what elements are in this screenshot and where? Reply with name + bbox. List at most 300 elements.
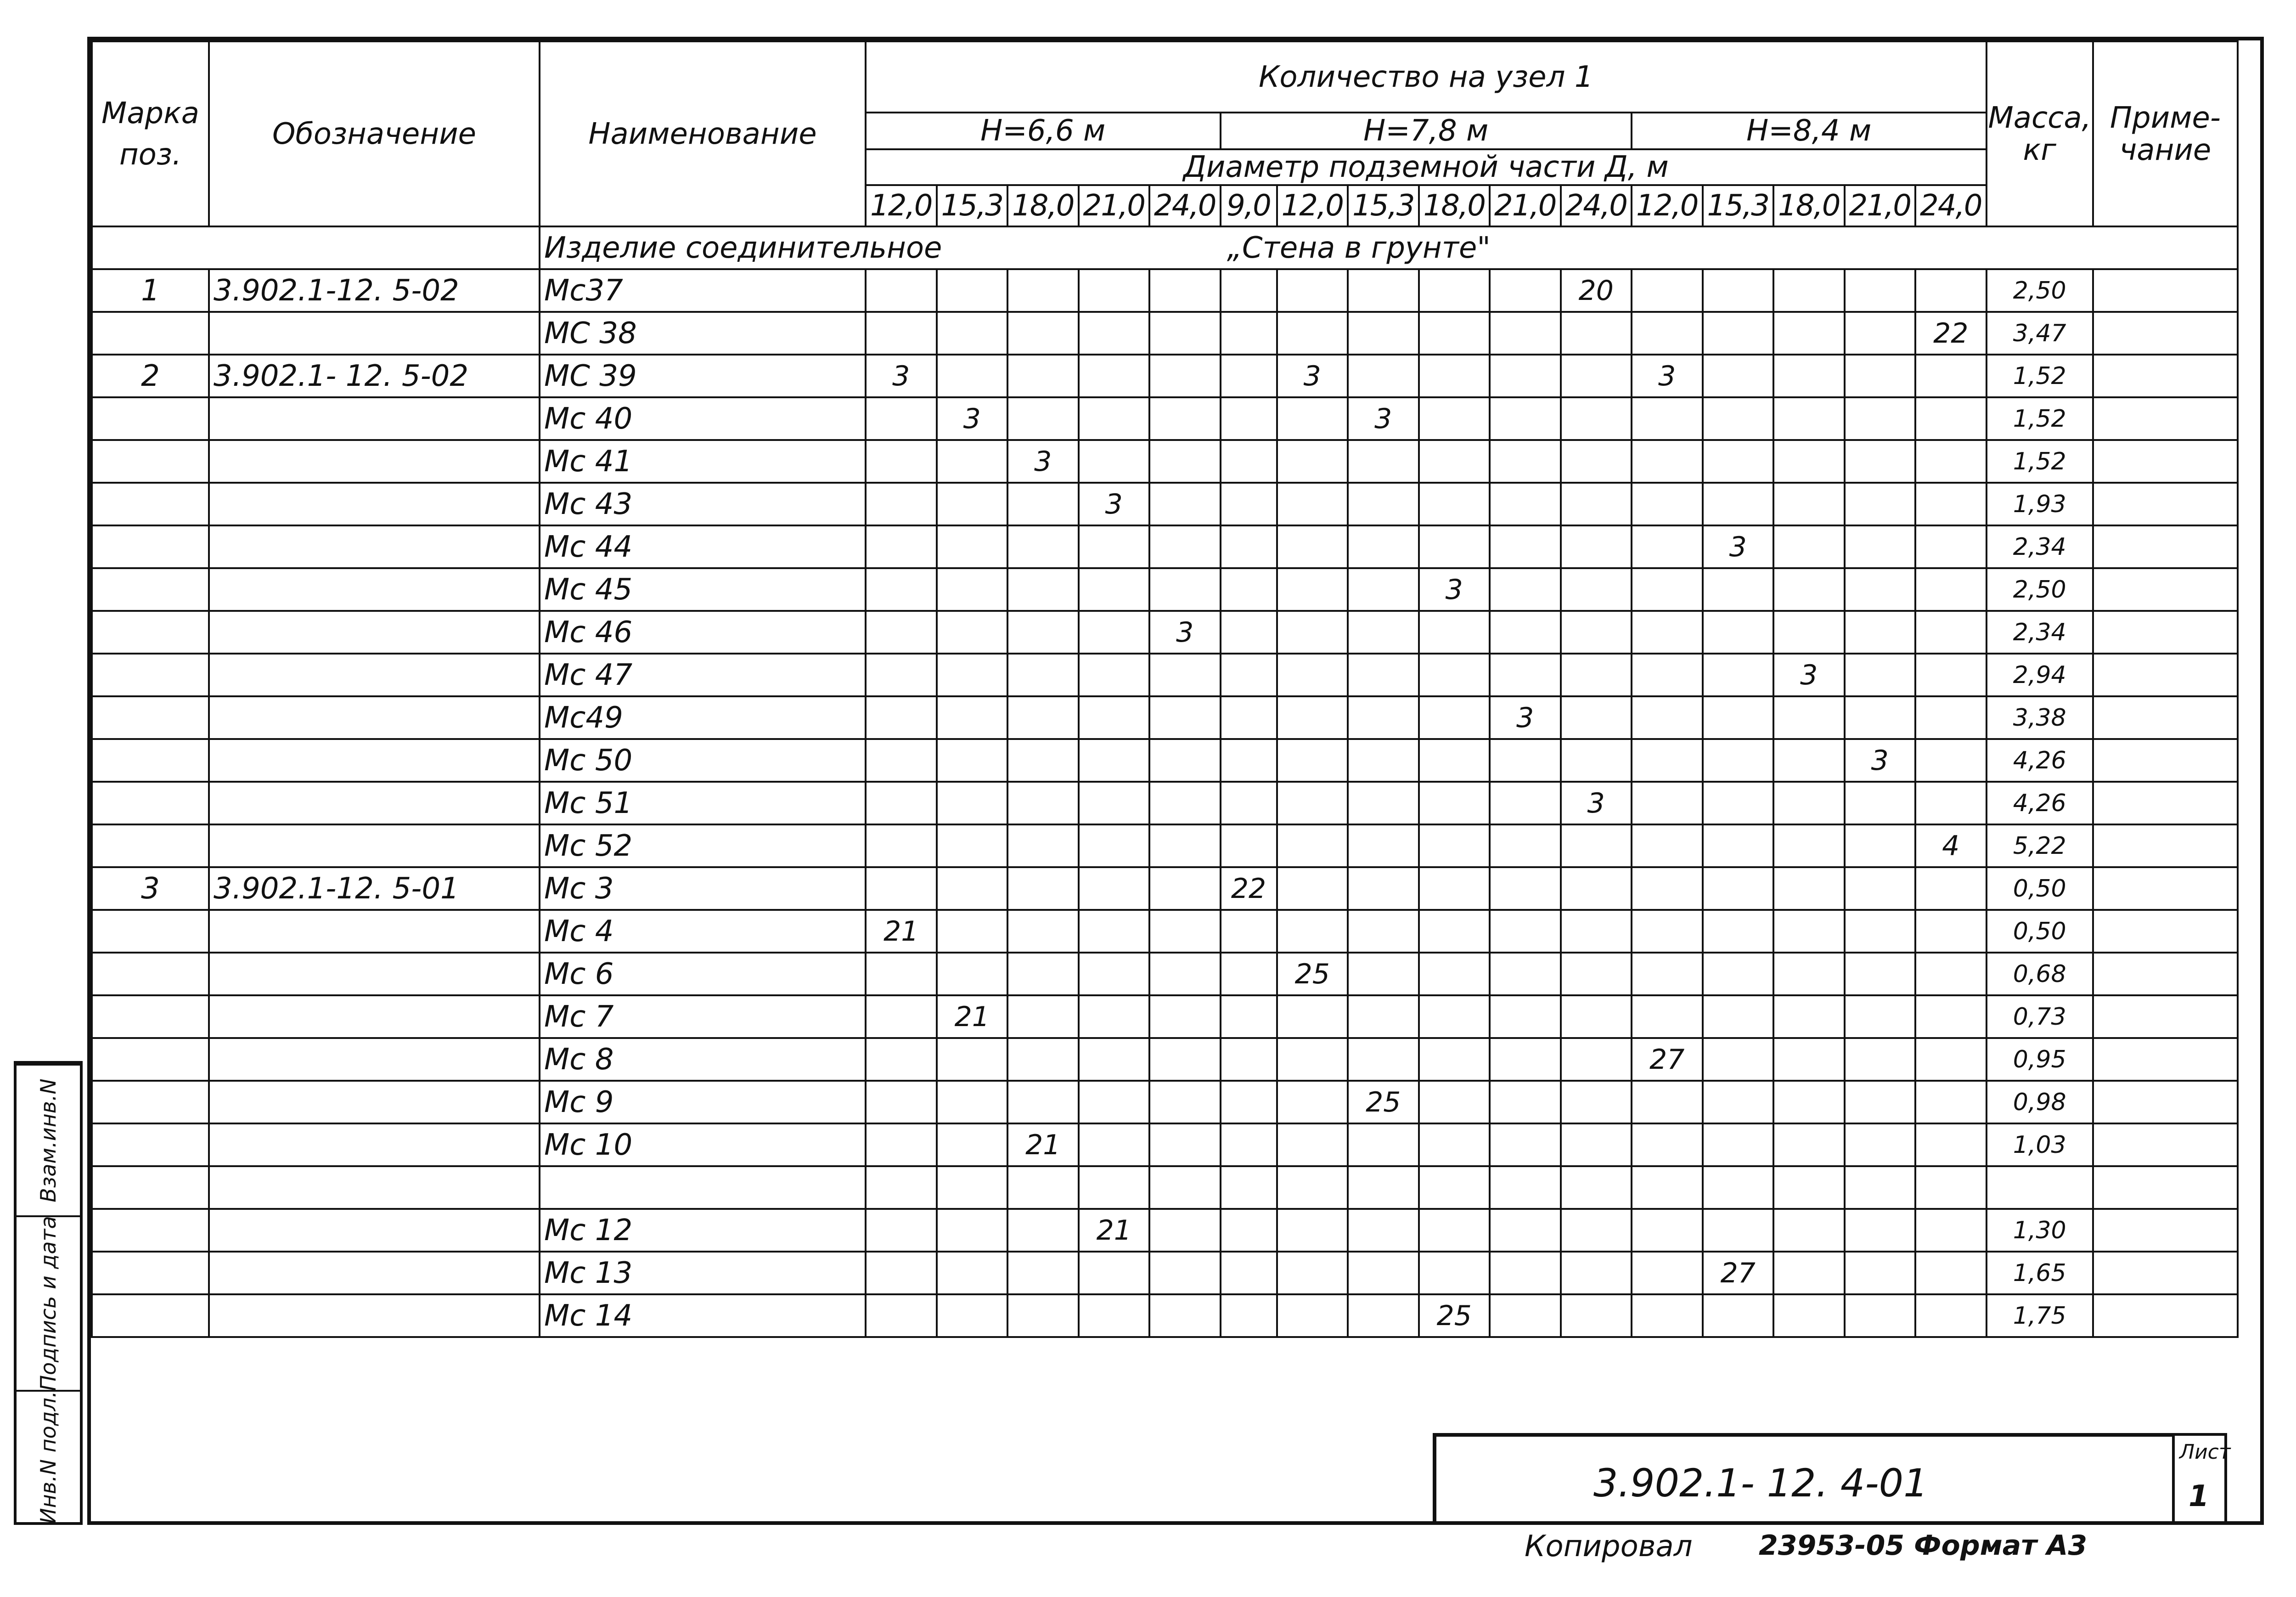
row-note xyxy=(2093,525,2238,568)
row-qty xyxy=(1845,1081,1916,1123)
row-mark xyxy=(92,312,209,355)
row-qty xyxy=(1773,525,1845,568)
row-qty xyxy=(1561,525,1632,568)
row-qty xyxy=(1915,355,1986,397)
row-designation xyxy=(209,1209,540,1252)
table-row xyxy=(92,525,2238,568)
strip-label-signature: Подпись и дата xyxy=(36,1216,61,1391)
row-qty xyxy=(1915,1209,1986,1252)
row-qty xyxy=(1703,1166,1774,1209)
row-qty xyxy=(866,312,937,355)
row-qty xyxy=(1561,1252,1632,1294)
row-qty xyxy=(1149,995,1221,1038)
row-qty xyxy=(1490,611,1561,654)
row-qty xyxy=(937,1252,1008,1294)
row-qty: 3 xyxy=(1007,440,1079,483)
row-mark xyxy=(92,525,209,568)
row-mark: 3 xyxy=(92,867,209,910)
row-qty xyxy=(937,483,1008,525)
row-qty xyxy=(1561,1209,1632,1252)
row-qty xyxy=(866,867,937,910)
row-qty xyxy=(1845,1252,1916,1294)
row-qty xyxy=(1845,483,1916,525)
row-qty xyxy=(1348,739,1419,782)
row-qty xyxy=(1348,355,1419,397)
row-qty xyxy=(1845,397,1916,440)
document-code: 3.902.1- 12. 4-01 xyxy=(1593,1461,1928,1506)
row-qty xyxy=(1561,568,1632,611)
row-qty xyxy=(1007,739,1079,782)
row-qty xyxy=(866,568,937,611)
row-qty xyxy=(1561,654,1632,696)
row-qty xyxy=(866,1294,937,1337)
table-row xyxy=(92,1252,2238,1294)
row-designation xyxy=(209,525,540,568)
row-qty xyxy=(937,739,1008,782)
row-qty xyxy=(1915,1081,1986,1123)
row-qty xyxy=(1632,525,1703,568)
row-qty xyxy=(1007,355,1079,397)
row-note xyxy=(2093,269,2238,312)
row-qty xyxy=(1490,953,1561,995)
row-qty xyxy=(1490,1123,1561,1166)
row-qty xyxy=(1490,568,1561,611)
row-qty xyxy=(1773,568,1845,611)
row-name: Мс 50 xyxy=(540,739,866,782)
row-qty xyxy=(1149,440,1221,483)
row-qty xyxy=(1703,397,1774,440)
table-row xyxy=(92,355,2238,397)
row-qty xyxy=(1221,910,1277,953)
row-qty xyxy=(1348,824,1419,867)
row-qty xyxy=(1079,867,1150,910)
row-qty: 3 xyxy=(1773,654,1845,696)
row-qty xyxy=(1277,824,1348,867)
row-qty xyxy=(1007,1294,1079,1337)
row-qty xyxy=(1079,611,1150,654)
row-qty xyxy=(1149,782,1221,824)
row-qty xyxy=(1490,867,1561,910)
row-qty xyxy=(1079,440,1150,483)
row-qty xyxy=(1915,525,1986,568)
row-qty xyxy=(1079,824,1150,867)
row-qty xyxy=(1632,867,1703,910)
row-qty xyxy=(1079,1252,1150,1294)
row-designation xyxy=(209,1081,540,1123)
row-qty xyxy=(1915,654,1986,696)
row-mass: 1,65 xyxy=(1986,1252,2093,1294)
row-qty xyxy=(1348,1209,1419,1252)
row-qty: 3 xyxy=(866,355,937,397)
row-qty xyxy=(1490,995,1561,1038)
row-note xyxy=(2093,867,2238,910)
row-qty xyxy=(1149,654,1221,696)
section-left: Изделие соединительное xyxy=(544,231,942,265)
row-qty: 27 xyxy=(1632,1038,1703,1081)
row-qty xyxy=(1490,1252,1561,1294)
strip-label-replace: Взам.инв.N xyxy=(36,1078,61,1202)
row-qty: 21 xyxy=(937,995,1008,1038)
row-qty xyxy=(1773,824,1845,867)
row-qty xyxy=(1561,824,1632,867)
table-row xyxy=(92,312,2238,355)
row-qty xyxy=(1149,953,1221,995)
section-right: „Стена в грунте" xyxy=(1227,231,1491,265)
row-note xyxy=(2093,568,2238,611)
row-name: Мс 14 xyxy=(540,1294,866,1337)
approval-strip xyxy=(14,1061,83,1525)
row-name: Мс37 xyxy=(540,269,866,312)
row-mark: 1 xyxy=(92,269,209,312)
row-designation xyxy=(209,1294,540,1337)
row-qty xyxy=(1773,312,1845,355)
row-name: Мс 51 xyxy=(540,782,866,824)
row-qty: 3 xyxy=(1079,483,1150,525)
row-qty xyxy=(937,1166,1008,1209)
row-qty xyxy=(1221,440,1277,483)
row-qty xyxy=(1419,824,1490,867)
row-qty xyxy=(1007,910,1079,953)
row-mass: 1,52 xyxy=(1986,397,2093,440)
row-qty xyxy=(937,910,1008,953)
row-note xyxy=(2093,440,2238,483)
row-qty xyxy=(1348,611,1419,654)
row-qty xyxy=(1915,483,1986,525)
row-qty xyxy=(1915,568,1986,611)
row-mark xyxy=(92,953,209,995)
row-qty xyxy=(1419,1209,1490,1252)
row-qty xyxy=(1221,654,1277,696)
row-mass: 3,47 xyxy=(1986,312,2093,355)
row-qty xyxy=(1277,867,1348,910)
row-qty xyxy=(1773,910,1845,953)
table-row xyxy=(92,696,2238,739)
row-qty xyxy=(937,654,1008,696)
row-qty xyxy=(1079,1166,1150,1209)
strip-label-original: Инв.N подл. xyxy=(36,1391,61,1524)
row-qty xyxy=(1490,397,1561,440)
row-qty xyxy=(1915,269,1986,312)
row-qty xyxy=(1419,483,1490,525)
row-qty xyxy=(1277,696,1348,739)
table-row xyxy=(92,483,2238,525)
row-qty xyxy=(1419,739,1490,782)
row-qty xyxy=(1773,1166,1845,1209)
row-qty xyxy=(1703,953,1774,995)
row-designation xyxy=(209,611,540,654)
row-qty xyxy=(1277,1166,1348,1209)
row-qty xyxy=(1773,739,1845,782)
row-qty xyxy=(1703,654,1774,696)
table-row xyxy=(92,953,2238,995)
row-qty xyxy=(1079,568,1150,611)
row-qty xyxy=(1149,355,1221,397)
row-qty xyxy=(937,611,1008,654)
header-diameter: 15,3 xyxy=(1703,185,1774,226)
row-qty xyxy=(1561,739,1632,782)
row-mark xyxy=(92,1081,209,1123)
row-qty: 3 xyxy=(1490,696,1561,739)
row-qty xyxy=(1277,611,1348,654)
row-mass: 4,26 xyxy=(1986,739,2093,782)
row-qty xyxy=(866,397,937,440)
row-qty: 3 xyxy=(1348,397,1419,440)
row-mass: 1,75 xyxy=(1986,1294,2093,1337)
row-qty xyxy=(1561,440,1632,483)
row-qty xyxy=(937,1294,1008,1337)
row-qty xyxy=(1419,312,1490,355)
row-name: Мс 44 xyxy=(540,525,866,568)
row-qty xyxy=(1007,696,1079,739)
row-qty xyxy=(1490,269,1561,312)
row-qty xyxy=(1419,611,1490,654)
row-mass: 2,50 xyxy=(1986,568,2093,611)
row-qty xyxy=(937,568,1008,611)
row-qty xyxy=(1348,953,1419,995)
row-designation xyxy=(209,995,540,1038)
row-designation: 3.902.1-12. 5-01 xyxy=(209,867,540,910)
table-row xyxy=(92,654,2238,696)
row-qty xyxy=(1419,654,1490,696)
row-qty xyxy=(1348,782,1419,824)
row-mark xyxy=(92,483,209,525)
header-diameter: 21,0 xyxy=(1079,185,1150,226)
row-qty xyxy=(937,1209,1008,1252)
row-qty xyxy=(1773,269,1845,312)
row-qty xyxy=(866,611,937,654)
row-qty xyxy=(1490,525,1561,568)
row-qty xyxy=(1079,1081,1150,1123)
row-qty xyxy=(1703,782,1774,824)
row-qty xyxy=(1632,397,1703,440)
row-qty xyxy=(1277,910,1348,953)
row-qty xyxy=(1079,1123,1150,1166)
row-qty xyxy=(1079,654,1150,696)
row-qty xyxy=(1632,1252,1703,1294)
row-designation xyxy=(209,910,540,953)
row-qty xyxy=(1845,1038,1916,1081)
header-diameter: 12,0 xyxy=(866,185,937,226)
row-qty xyxy=(1007,269,1079,312)
row-designation xyxy=(209,696,540,739)
row-qty xyxy=(1007,824,1079,867)
row-qty xyxy=(1632,483,1703,525)
row-qty xyxy=(1915,1252,1986,1294)
row-qty xyxy=(1007,1166,1079,1209)
row-qty xyxy=(1007,867,1079,910)
row-qty xyxy=(1149,1209,1221,1252)
row-qty xyxy=(1561,1294,1632,1337)
row-qty xyxy=(1419,995,1490,1038)
row-qty xyxy=(1221,782,1277,824)
specification-table xyxy=(91,40,2239,1338)
row-note xyxy=(2093,1038,2238,1081)
row-qty xyxy=(937,782,1008,824)
row-qty xyxy=(1419,953,1490,995)
row-qty xyxy=(1348,995,1419,1038)
row-qty xyxy=(1845,1166,1916,1209)
row-qty: 3 xyxy=(1703,525,1774,568)
row-qty xyxy=(1632,1166,1703,1209)
header-diameter: 9,0 xyxy=(1221,185,1277,226)
row-qty xyxy=(1221,1209,1277,1252)
row-designation: 3.902.1- 12. 5-02 xyxy=(209,355,540,397)
row-qty xyxy=(1149,696,1221,739)
row-qty xyxy=(866,1209,937,1252)
row-qty xyxy=(1149,1038,1221,1081)
row-qty xyxy=(1149,1166,1221,1209)
row-mass: 5,22 xyxy=(1986,824,2093,867)
table-row xyxy=(92,568,2238,611)
copied-by: Копировал xyxy=(1525,1529,1693,1563)
row-note xyxy=(2093,654,2238,696)
row-qty xyxy=(937,1038,1008,1081)
section-row xyxy=(540,226,2238,269)
row-qty xyxy=(1419,910,1490,953)
row-qty xyxy=(1277,1294,1348,1337)
row-note xyxy=(2093,995,2238,1038)
header-mark: Марка поз. xyxy=(92,41,209,226)
row-qty xyxy=(1149,568,1221,611)
table-row xyxy=(92,1209,2238,1252)
row-qty xyxy=(1561,611,1632,654)
row-qty xyxy=(1277,1038,1348,1081)
row-qty xyxy=(1632,312,1703,355)
row-qty xyxy=(1149,824,1221,867)
row-qty xyxy=(1632,1081,1703,1123)
table-row xyxy=(92,910,2238,953)
row-mark xyxy=(92,1038,209,1081)
row-qty xyxy=(1277,440,1348,483)
row-qty xyxy=(1632,1123,1703,1166)
row-qty xyxy=(1703,1081,1774,1123)
row-qty xyxy=(1348,867,1419,910)
row-name: Мс 10 xyxy=(540,1123,866,1166)
row-name: Мс 3 xyxy=(540,867,866,910)
row-qty xyxy=(1348,269,1419,312)
row-mark xyxy=(92,397,209,440)
row-qty xyxy=(1149,1252,1221,1294)
row-qty xyxy=(1561,953,1632,995)
row-designation xyxy=(209,1123,540,1166)
row-name: Мс 4 xyxy=(540,910,866,953)
row-qty xyxy=(1773,1209,1845,1252)
table-row xyxy=(92,782,2238,824)
row-note xyxy=(2093,1081,2238,1123)
row-qty xyxy=(1561,867,1632,910)
row-qty xyxy=(1221,1166,1277,1209)
row-qty xyxy=(1703,696,1774,739)
row-mass: 2,34 xyxy=(1986,525,2093,568)
row-qty xyxy=(1277,995,1348,1038)
row-qty xyxy=(1915,910,1986,953)
row-designation xyxy=(209,1252,540,1294)
row-mass: 1,52 xyxy=(1986,440,2093,483)
row-qty xyxy=(1348,1166,1419,1209)
row-qty xyxy=(1221,397,1277,440)
row-qty xyxy=(1079,910,1150,953)
row-qty xyxy=(1149,1081,1221,1123)
row-qty xyxy=(1915,995,1986,1038)
row-qty xyxy=(1277,739,1348,782)
row-qty xyxy=(1632,696,1703,739)
row-qty xyxy=(1007,1252,1079,1294)
row-qty xyxy=(1419,355,1490,397)
row-qty xyxy=(1079,782,1150,824)
header-diameter: 24,0 xyxy=(1561,185,1632,226)
row-designation: 3.902.1-12. 5-02 xyxy=(209,269,540,312)
row-note xyxy=(2093,910,2238,953)
row-qty xyxy=(1703,995,1774,1038)
row-qty xyxy=(1007,611,1079,654)
row-qty xyxy=(1419,1081,1490,1123)
sheet-label: Лист xyxy=(2179,1440,2231,1464)
row-qty xyxy=(1221,1294,1277,1337)
row-note xyxy=(2093,1209,2238,1252)
row-qty: 4 xyxy=(1915,824,1986,867)
row-qty xyxy=(1490,782,1561,824)
row-qty xyxy=(1915,782,1986,824)
row-qty: 3 xyxy=(1845,739,1916,782)
row-qty xyxy=(866,696,937,739)
row-qty xyxy=(1632,739,1703,782)
row-name: Мс 13 xyxy=(540,1252,866,1294)
table-row xyxy=(92,1294,2238,1337)
row-qty xyxy=(1915,440,1986,483)
row-mass: 2,50 xyxy=(1986,269,2093,312)
row-qty xyxy=(1490,312,1561,355)
row-qty xyxy=(1079,312,1150,355)
row-qty xyxy=(1007,782,1079,824)
row-qty xyxy=(1845,525,1916,568)
row-qty xyxy=(1277,397,1348,440)
row-qty: 3 xyxy=(1561,782,1632,824)
row-qty xyxy=(1845,1209,1916,1252)
row-qty xyxy=(1221,824,1277,867)
row-qty xyxy=(1490,739,1561,782)
row-note xyxy=(2093,483,2238,525)
row-qty xyxy=(1079,739,1150,782)
row-qty xyxy=(937,312,1008,355)
row-qty xyxy=(1561,1038,1632,1081)
row-qty xyxy=(1007,568,1079,611)
row-qty xyxy=(1915,1294,1986,1337)
row-qty xyxy=(1561,483,1632,525)
row-qty: 25 xyxy=(1348,1081,1419,1123)
row-qty xyxy=(1773,867,1845,910)
row-qty xyxy=(1221,739,1277,782)
row-mark xyxy=(92,440,209,483)
row-qty xyxy=(1490,1209,1561,1252)
row-qty xyxy=(1079,269,1150,312)
row-qty xyxy=(1845,654,1916,696)
row-qty xyxy=(1419,1038,1490,1081)
row-qty xyxy=(1277,483,1348,525)
header-note: Приме-чание xyxy=(2093,41,2238,226)
row-note xyxy=(2093,1252,2238,1294)
row-qty xyxy=(1773,995,1845,1038)
row-note xyxy=(2093,739,2238,782)
row-qty xyxy=(1845,953,1916,995)
row-qty xyxy=(1490,483,1561,525)
row-note xyxy=(2093,953,2238,995)
row-qty xyxy=(937,867,1008,910)
header-diameter: 18,0 xyxy=(1773,185,1845,226)
row-qty xyxy=(1773,1294,1845,1337)
row-qty xyxy=(1419,269,1490,312)
row-qty xyxy=(1703,1294,1774,1337)
row-qty xyxy=(1915,953,1986,995)
